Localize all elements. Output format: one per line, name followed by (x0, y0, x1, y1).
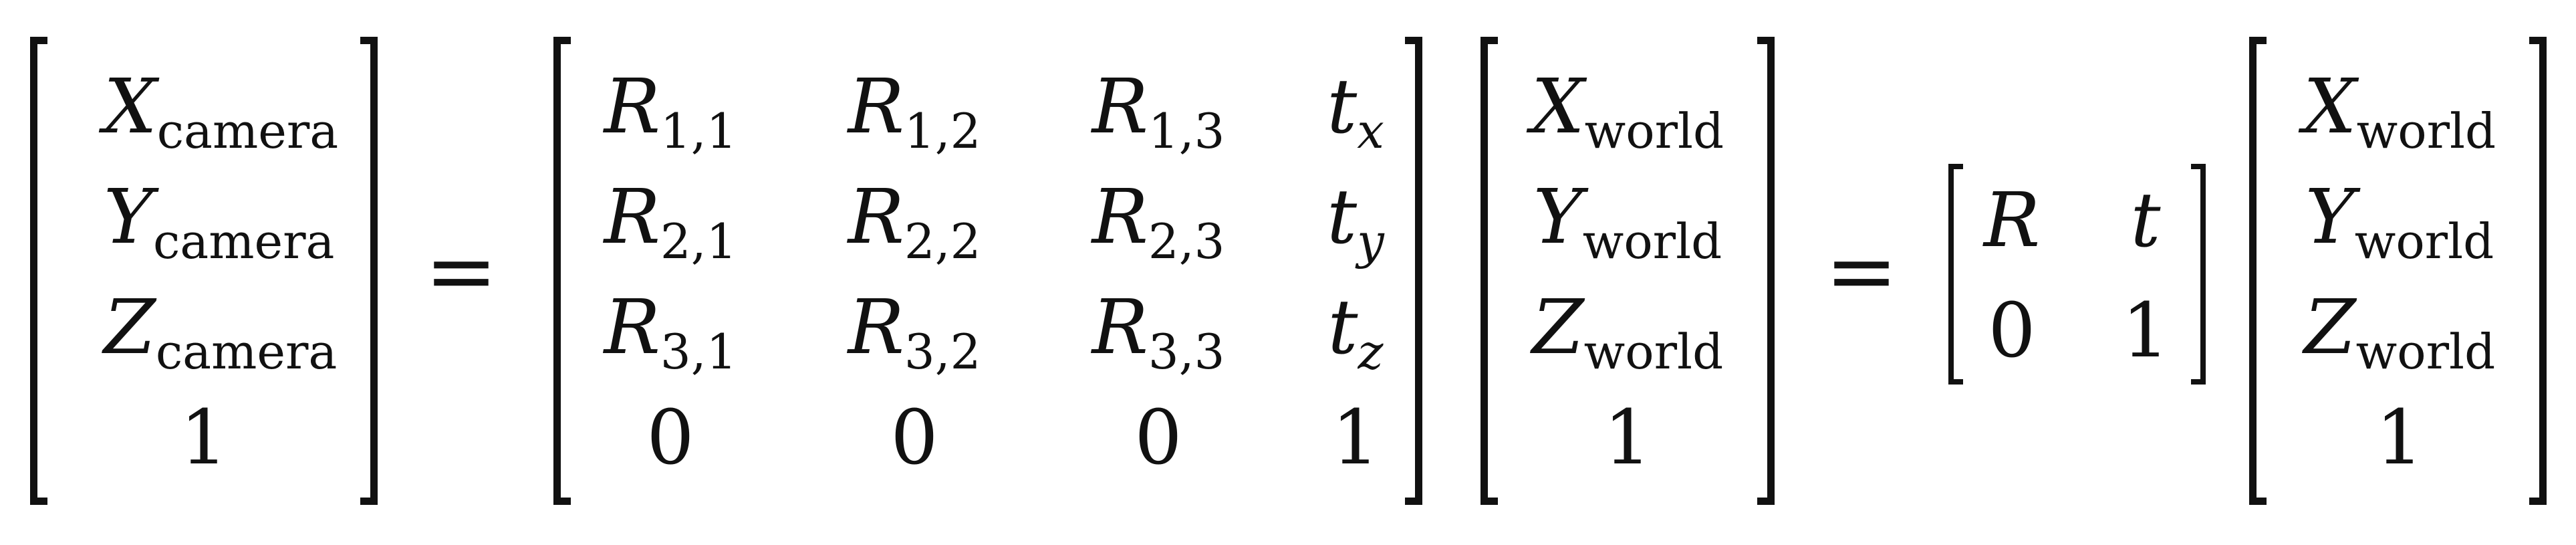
matrix-entry (1255, 60, 1456, 160)
entry-subscript: world (1582, 213, 1722, 270)
block-rt-matrix (1948, 164, 2206, 385)
world-coordinate-vector-1 (1480, 37, 1775, 505)
entry-symbol: t (1327, 284, 1358, 371)
matrix-entry (570, 391, 771, 485)
equals-sign-1: = (424, 220, 498, 322)
entry-symbol: Y (104, 174, 153, 261)
entry-symbol: R (604, 64, 660, 150)
entry-symbol: Y (2305, 174, 2355, 261)
entry-subscript: 2,3 (1148, 213, 1225, 270)
entry-symbol: R (1091, 174, 1148, 261)
matrix-entry (814, 281, 1015, 380)
matrix-entry (814, 391, 1015, 485)
entry-subscript: x (1357, 103, 1384, 160)
entry-subscript: world (2355, 324, 2496, 380)
entry-subscript: 1,3 (1148, 103, 1225, 160)
entry-subscript: world (1583, 324, 1724, 380)
entry-subscript: 3,3 (1148, 324, 1225, 380)
matrix-entry (2299, 391, 2500, 485)
matrix-entry (2045, 284, 2246, 378)
matrix-entry (570, 171, 771, 270)
entry-symbol: R (848, 284, 904, 371)
camera-coordinate-vector (30, 37, 378, 505)
entry-symbol: X (2303, 64, 2357, 150)
entry-subscript: y (1357, 213, 1384, 270)
entry-symbol: 0 (646, 395, 694, 481)
left-bracket (2249, 37, 2267, 505)
matrix-entry (2299, 171, 2500, 270)
entry-subscript: camera (152, 213, 335, 270)
entry-subscript: 3,1 (660, 324, 737, 380)
matrix-entry (2299, 281, 2500, 380)
matrix-entry (104, 281, 338, 380)
left-bracket (1480, 37, 1498, 505)
entry-subscript: camera (156, 103, 339, 160)
left-bracket (553, 37, 571, 505)
entry-symbol: 1 (2121, 288, 2170, 374)
matrix-entry (104, 391, 304, 485)
matrix-entry (1058, 171, 1259, 270)
matrix-entry (570, 60, 771, 160)
entry-symbol: R (1983, 177, 2041, 264)
entry-subscript: world (2354, 213, 2494, 270)
entry-symbol: R (1091, 64, 1148, 150)
matrix-entry (104, 171, 335, 270)
entry-symbol: X (1531, 64, 1585, 150)
matrix-entry (2045, 174, 2246, 267)
entry-symbol: 0 (1134, 395, 1182, 481)
entry-symbol: t (2130, 177, 2161, 264)
matrix-entry (814, 171, 1015, 270)
entry-subscript: 2,1 (660, 213, 737, 270)
entry-symbol: X (104, 64, 157, 150)
matrix-entry (1255, 281, 1456, 380)
right-bracket (360, 37, 378, 505)
matrix-entry (1255, 171, 1456, 270)
entry-subscript: world (1584, 103, 1724, 160)
matrix-entry (1058, 391, 1259, 485)
entry-subscript: 1,2 (904, 103, 981, 160)
equals-sign-2: = (1825, 220, 1898, 322)
entry-symbol: 1 (180, 395, 228, 481)
entry-subscript: world (2356, 103, 2496, 160)
entry-subscript: 1,1 (660, 103, 737, 160)
matrix-entry (1527, 171, 1728, 270)
entry-symbol: 0 (1988, 288, 2036, 374)
matrix-entry (1527, 391, 1728, 485)
matrix-entry (2299, 60, 2500, 160)
entry-symbol: R (848, 64, 904, 150)
matrix-entry (814, 60, 1015, 160)
entry-symbol: R (1091, 284, 1148, 371)
entry-symbol: 1 (1331, 395, 1380, 481)
world-coordinate-vector-2 (2249, 37, 2547, 505)
entry-subscript: 3,2 (904, 324, 981, 380)
left-bracket (30, 37, 47, 505)
matrix-entry (1255, 391, 1456, 485)
matrix-entry (1058, 281, 1259, 380)
entry-symbol: Z (1531, 284, 1584, 371)
entry-symbol: R (848, 174, 904, 261)
matrix-entry (1527, 281, 1728, 380)
right-bracket (1757, 37, 1775, 505)
entry-subscript: z (1358, 324, 1384, 380)
matrix-entry (104, 60, 339, 160)
entry-symbol: Y (1533, 174, 1583, 261)
matrix-entry (1527, 60, 1728, 160)
entry-symbol: t (1327, 174, 1358, 261)
extrinsic-matrix (553, 37, 1422, 505)
entry-symbol: t (1327, 64, 1358, 150)
entry-symbol: R (604, 174, 660, 261)
right-bracket (2529, 37, 2547, 505)
entry-symbol: Z (2303, 284, 2356, 371)
entry-symbol: 1 (2375, 395, 2424, 481)
entry-symbol: 0 (890, 395, 938, 481)
entry-subscript: 2,2 (904, 213, 981, 270)
entry-symbol: 1 (1603, 395, 1652, 481)
entry-symbol: Z (104, 284, 156, 371)
entry-subscript: camera (155, 324, 338, 380)
entry-symbol: R (604, 284, 660, 371)
matrix-entry (570, 281, 771, 380)
matrix-entry (1058, 60, 1259, 160)
